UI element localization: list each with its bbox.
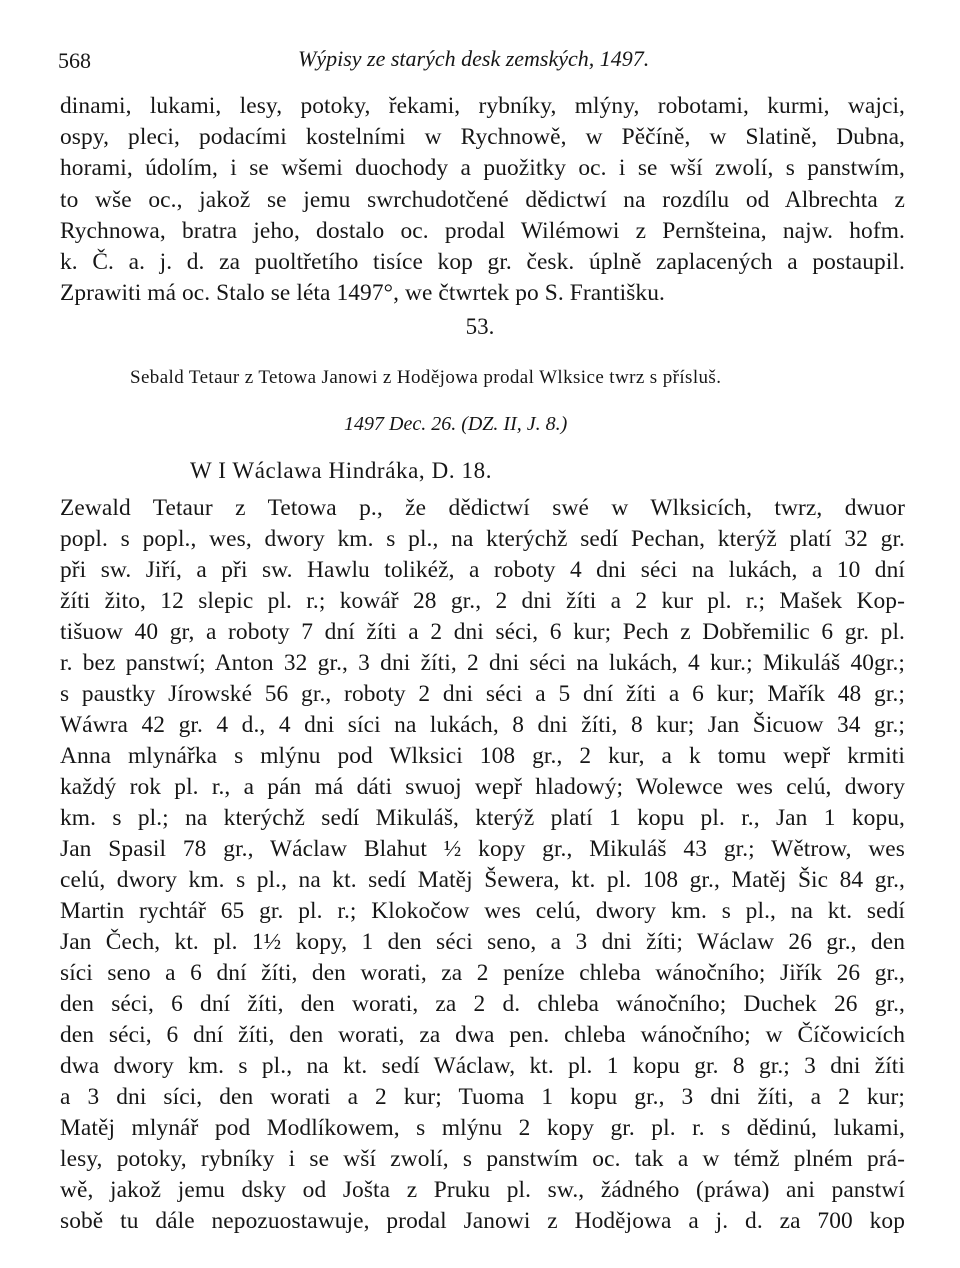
text-line: síci seno a 6 dní žíti, den worati, za 2 peníze chleba wánočního; Jiřík 26 gr.,	[60, 960, 905, 986]
text-line: k. Č. a. j. d. za puoltřetího tisíce kop gr. česk. úplně zaplacených a postaupil.	[60, 249, 905, 275]
text-line: den séci, 6 dní žíti, den worati, za dwa pen. chleba wánočního; w Číčowicích	[60, 1022, 905, 1048]
text-line: popl. s popl., wes, dwory km. s pl., na kterýchž sedí Pechan, kterýž platí 32 gr.	[60, 526, 905, 552]
page-header	[58, 44, 904, 78]
text-line: km. s pl.; na kterýchž sedí Mikuláš, kterýž platí 1 kopu pl. r., Jan 1 kopu,	[60, 805, 905, 831]
text-line: každý rok pl. r., a pán má dáti swuoj wepř hladowý; Wolewce wes celú, dwory	[60, 774, 905, 800]
text-line: horami, údolím, i se wšemi duochody a puožitky oc. i se wší zwolí, s panstwím,	[60, 155, 905, 182]
entry-number: 53.	[465, 314, 495, 339]
text-line: Martin rychtář 65 gr. pl. r.; Klokočow wes celú, dwory km. s pl., na kt. sedí	[60, 898, 905, 924]
text-line: lesy, potoky, rybníky i se wší zwolí, s panstwím oc. tak a w témž plném prá-	[60, 1146, 905, 1172]
entry-source: W I Wáclawa Hindráka, D. 18.	[190, 458, 493, 483]
entry-summary: Sebald Tetaur z Tetowa Janowi z Hodějowa prodal Wlksice twrz s přísluš.	[130, 367, 722, 388]
text-line: dinami, lukami, lesy, potoky, řekami, rybníky, mlýny, robotami, kurmi, wajci,	[60, 93, 905, 119]
text-line: den séci, 6 dní žíti, den worati, za 2 d. chleba wánočního; Duchek 26 gr.,	[60, 991, 905, 1017]
text-line: Anna mlynářka s mlýnu pod Wlksici 108 gr., 2 kur, a k tomu wepř krmiti	[60, 743, 905, 769]
text-line: ospy, pleci, podacími kostelními w Rychnowě, w Pěčíně, w Slatině, Dubna,	[60, 124, 905, 151]
text-line: dwa dwory km. s pl., na kt. sedí Wáclaw, kt. pl. 1 kopu gr. 8 gr.; 3 dni žíti	[60, 1053, 905, 1079]
text-line: Jan Spasil 78 gr., Wáclaw Blahut ½ kopy gr., Mikuláš 43 gr.; Wětrow, wes	[60, 836, 905, 862]
text-line: to wše oc., jakož se jemu swrchudotčené dědictwí na rozdílu od Albrechta z	[60, 186, 905, 213]
text-line: a 3 dni síci, den worati a 2 kur; Tuoma 1 kopu gr., 3 dni žíti, a 2 kur;	[60, 1084, 905, 1110]
text-line: Wáwra 42 gr. 4 d., 4 dni síci na lukách, 8 dni žíti, 8 kur; Jan Šicuow 34 gr.;	[60, 712, 905, 738]
text-line: sobě tu dále nepozuostawuje, prodal Janowi z Hodějowa a j. d. za 700 kop	[60, 1208, 905, 1234]
text-line: Matěj mlynář pod Modlíkowem, s mlýnu 2 kopy gr. pl. r. s dědinú, lukami,	[60, 1115, 905, 1141]
page-number: 568	[58, 48, 91, 73]
text-line: žíti žito, 12 slepic pl. r.; kowář 28 gr., 2 dni žíti a 2 kur pl. r.; Mašek Kop-	[60, 588, 905, 614]
text-line: Zewald Tetaur z Tetowa p., že dědictwí swé w Wlksicích, twrz, dwuor	[60, 495, 905, 521]
text-line: Zprawiti má oc. Stalo se léta 1497°, we čtwrtek po S. Františku.	[60, 280, 665, 307]
running-title: Wýpisy ze starých desk zemských, 1497.	[298, 46, 650, 71]
text-line: celú, dwory km. s pl., na kt. sedí Matěj Šewera, kt. pl. 108 gr., Matěj Šic 84 gr.,	[60, 867, 905, 893]
entry-date-reference: 1497 Dec. 26. (DZ. II, J. 8.)	[344, 413, 568, 435]
text-line: r. bez panstwí; Anton 32 gr., 3 dni žíti, 2 dni séci na lukách, 4 kur.; Mikuláš 40gr.;	[60, 650, 905, 676]
text-line: Jan Čech, kt. pl. 1½ kopy, 1 den séci seno, a 3 dni žíti; Wáclaw 26 gr., den	[60, 929, 905, 955]
text-line: wě, jakož jemu dsky od Jošta z Pruku pl. sw., žádného (práwa) ani panstwí	[60, 1177, 905, 1203]
text-line: Rychnowa, bratra jeho, dostalo oc. prodal Wilémowi z Pernšteina, najw. hofm.	[60, 217, 905, 244]
text-line: při sw. Jiří, a při sw. Hawlu tolikéž, a roboty 4 dni séci na lukách, a 10 dní	[60, 557, 905, 583]
text-line: tišuow 40 gr, a roboty 7 dní žíti a 2 dni séci, 6 kur; Pech z Dobřemilic 6 gr. pl.	[60, 619, 905, 645]
text-line: s paustky Jírowské 56 gr., roboty 2 dni séci a 5 dní žíti a 6 kur; Mařík 48 gr.;	[60, 681, 905, 707]
